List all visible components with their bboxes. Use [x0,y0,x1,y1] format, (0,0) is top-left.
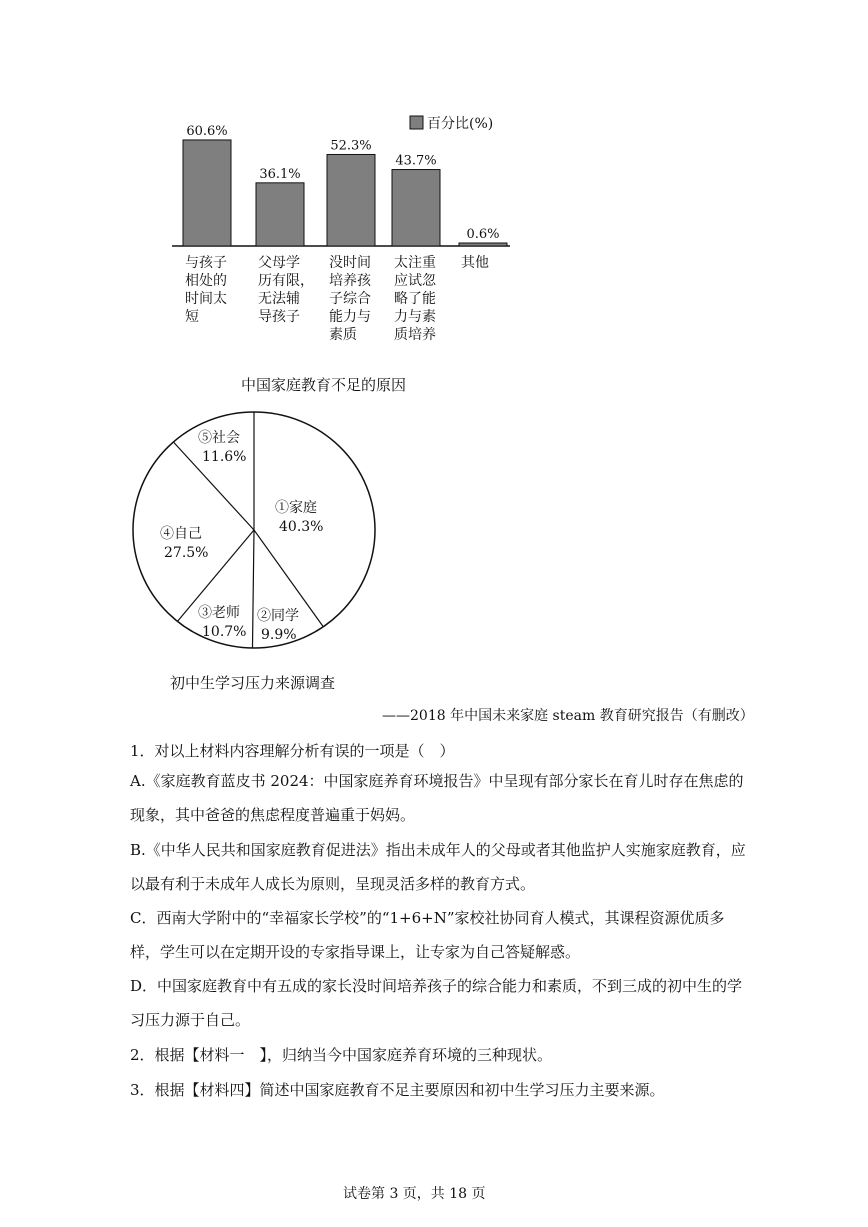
category-label: 没时间 [329,255,371,271]
category-label: 力与素 [394,309,436,325]
option-b: B.《中华人民共和国家庭教育促进法》指出未成年人的父母或者其他监护人实施家庭教育，应以最有利于未成年人成长为原则，呈现灵活多样的教育方式。 [130,841,746,893]
option-d: D．中国家庭教育中有五成的家长没时间培养孩子的综合能力和素质，不到三成的初中生的学习压力源于自己。 [130,977,743,1029]
bar [392,170,440,246]
bar [183,140,231,246]
category-label: 素质 [329,327,357,343]
question-2: 2．根据【材料一 】，归纳当今中国家庭养育环境的三种现状。 [130,1046,553,1064]
pie-slice-value: 10.7% [202,624,247,640]
category-label: 培养孩 [329,273,371,289]
category-label: 略了能 [394,291,436,307]
bar-value-label: 60.6% [186,123,228,139]
category-label: 导孩子 [258,309,300,325]
bar-value-label: 52.3% [330,138,372,154]
bar [459,243,507,246]
pie-slice-label: ②同学 [257,608,299,624]
category-label: 父母学 [258,255,300,271]
category-label: 短 [185,309,199,325]
category-label: 子综合 [329,291,371,307]
pie-slice-value: 11.6% [202,449,247,465]
bar-value-label: 0.6% [466,227,500,242]
category-label: 其他 [461,255,489,271]
question-3: 3．根据【材料四】简述中国家庭教育不足主要原因和初中生学习压力主要来源。 [130,1081,665,1099]
pie-chart-title: 初中生学习压力来源调查 [170,674,336,692]
pie-slice-label: ④自己 [160,526,202,542]
pie-slice-label: ①家庭 [275,500,317,516]
category-label: 与孩子 [185,255,227,271]
pie-slice-value: 40.3% [279,519,324,535]
question-1: 1．对以上材料内容理解分析有误的一项是（ ） [130,742,455,760]
category-label: 应试忽 [394,273,436,289]
page-footer: 试卷第 3 页，共 18 页 [343,1186,486,1202]
category-label: 无法辅 [258,291,300,307]
pie-slice-value: 9.9% [261,627,297,643]
category-label: 历有限， [258,273,314,289]
option-a: A.《家庭教育蓝皮书 2024：中国家庭养育环境报告》中呈现有部分家长在育儿时存在焦虑的现象，其中爸爸的焦虑程度普遍重于妈妈。 [130,772,744,824]
bar-value-label: 43.7% [395,153,437,169]
pie-slice-label: ③老师 [198,605,240,621]
option-c: C．西南大学附中的“幸福家长学校”的“1+6+N”家校社协同育人模式，其课程资源优质多样，学生可以在定期开设的专家指导课上，让专家为自己答疑解惑。 [130,909,725,961]
bar [256,183,304,246]
bar-value-label: 36.1% [259,166,301,182]
source-citation: ——2018 年中国未来家庭 steam 教育研究报告（有删改） [382,708,754,724]
category-label: 太注重 [394,255,436,271]
bar [327,154,375,246]
bar-chart-title: 中国家庭教育不足的原因 [241,376,407,394]
category-label: 时间太 [185,291,227,307]
legend-label: 百分比(%) [427,116,494,132]
category-label: 能力与 [329,309,371,325]
legend-swatch [410,116,423,129]
pie-slice-label: ⑤社会 [198,430,240,446]
pie-chart [120,400,390,660]
bar-chart [160,100,540,350]
category-label: 质培养 [394,327,436,343]
pie-slice-value: 27.5% [164,545,209,561]
category-label: 相处的 [185,273,227,289]
